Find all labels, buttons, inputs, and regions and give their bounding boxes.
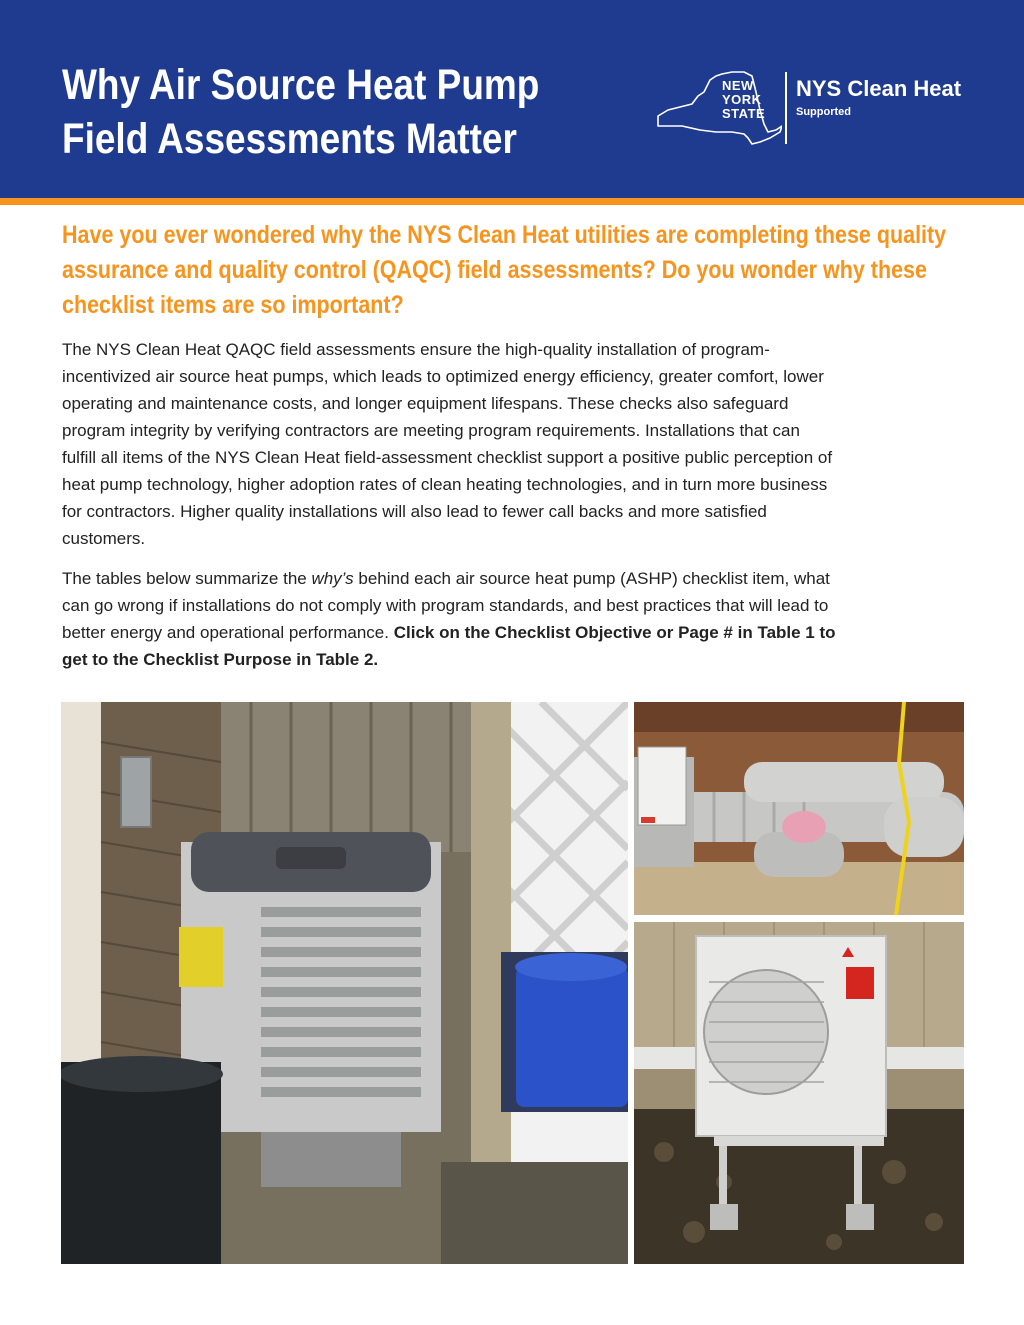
paragraph-line: customers. — [62, 529, 146, 548]
paragraph-line — [62, 619, 967, 646]
state-word-1: NEW — [722, 78, 754, 93]
text-segment: behind each air source heat pump (ASHP) checklist item, what — [353, 569, 830, 588]
header-accent-stripe — [0, 198, 1024, 205]
header-banner — [0, 0, 1024, 198]
logo-divider — [785, 72, 787, 144]
outdoor-condenser-illustration — [61, 702, 628, 1264]
state-wordmark — [722, 79, 765, 121]
paragraph-line: operating and maintenance costs, and longer equipment lifespans. These checks also safeguard — [62, 394, 789, 413]
lead-line-2: assurance and quality control (QAQC) field assessments? Do you wonder why these — [62, 256, 927, 284]
attic-ductwork-photo — [634, 702, 964, 915]
page-title — [62, 58, 544, 166]
state-word-2: YORK — [722, 92, 762, 107]
intro-paragraph — [62, 336, 967, 552]
table-link-instruction-cont[interactable]: get to the Checklist Purpose in Table 2. — [62, 650, 379, 669]
lead-question — [62, 218, 956, 323]
table-link-instruction[interactable]: Click on the Checklist Objective or Page # in Table 1 to — [393, 623, 836, 642]
title-line-2: Field Assessments Matter — [62, 115, 517, 163]
paragraph-line: incentivized air source heat pumps, which leads to optimized energy efficiency, greater comfort, lower — [62, 367, 824, 386]
brand-name: NYS Clean Heat — [796, 76, 962, 101]
outdoor-condenser-photo — [61, 702, 628, 1264]
title-line-1: Why Air Source Heat Pump — [62, 61, 540, 109]
attic-ductwork-illustration — [634, 702, 964, 915]
minisplit-unit-photo — [634, 922, 964, 1264]
lead-line-3: checklist items are so important? — [62, 291, 404, 319]
lead-line-1: Have you ever wondered why the NYS Clean Heat utilities are completing these quality — [62, 221, 947, 249]
paragraph-line: for contractors. Higher quality installations will also lead to fewer call backs and more satisfied — [62, 502, 767, 521]
minisplit-unit-illustration — [634, 922, 964, 1264]
paragraph-line: heat pump technology, higher adoption rates of clean heating technologies, and in turn more business — [62, 475, 828, 494]
paragraph-line — [62, 565, 967, 592]
italic-term: why’s — [311, 569, 354, 588]
text-segment: better energy and operational performance. — [62, 623, 394, 642]
paragraph-line: can go wrong if installations do not comply with program standards, and best practices that will lead to — [62, 596, 829, 615]
brand-subtitle: Supported — [796, 106, 851, 118]
paragraph-line: fulfill all items of the NYS Clean Heat field-assessment checklist support a positive public perception of — [62, 448, 833, 467]
state-word-3: STATE — [722, 106, 766, 121]
text-segment: The tables below summarize the — [62, 569, 312, 588]
new-york-state-logo — [652, 66, 782, 146]
paragraph-line: program integrity by verifying contractors are meeting program requirements. Installations that can — [62, 421, 800, 440]
paragraph-line: The NYS Clean Heat QAQC field assessments ensure the high-quality installation of program- — [62, 340, 770, 359]
tables-paragraph — [62, 565, 967, 673]
